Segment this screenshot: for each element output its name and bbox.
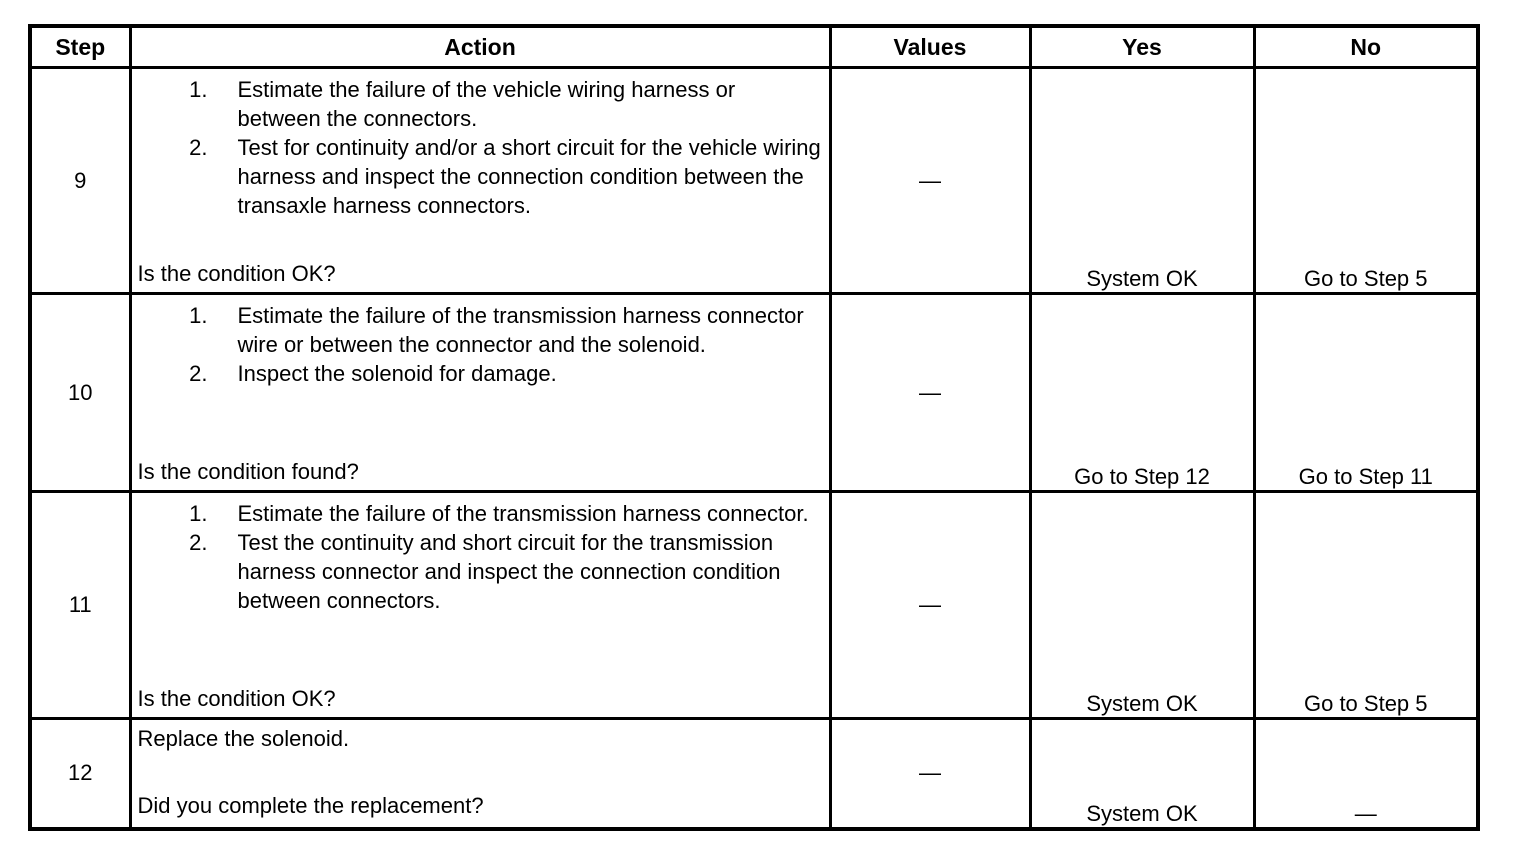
action-cell [130, 294, 830, 492]
header-values: Values [830, 26, 1030, 68]
action-steps-list [132, 499, 829, 615]
values-cell [830, 492, 1030, 719]
action-step-number: 1. [189, 77, 208, 102]
yes-result: System OK [1030, 719, 1254, 829]
values-cell [830, 294, 1030, 492]
values-dash: — [919, 379, 941, 405]
header-no: No [1254, 26, 1478, 68]
action-step [132, 301, 829, 359]
header-yes: Yes [1030, 26, 1254, 68]
action-step-text: Estimate the failure of the transmission harness connector. [237, 501, 809, 526]
step-number: 9 [30, 68, 130, 294]
yes-result: System OK [1030, 492, 1254, 719]
header-row [30, 26, 1478, 68]
action-cell [130, 492, 830, 719]
header-action: Action [130, 26, 830, 68]
yes-result: System OK [1030, 68, 1254, 294]
action-question: Is the condition OK? [137, 261, 336, 286]
action-step-text: Estimate the failure of the vehicle wiring harness or between the connectors. [237, 77, 736, 131]
diagnostic-table [28, 24, 1480, 831]
action-step [132, 528, 829, 615]
action-step-text: Estimate the failure of the transmission harness connector wire or between the connector and the solenoid. [237, 303, 804, 357]
yes-result: Go to Step 12 [1030, 294, 1254, 492]
action-step [132, 133, 829, 220]
action-step [132, 499, 829, 528]
table-row [30, 68, 1478, 294]
action-instruction: Replace the solenoid. [137, 726, 350, 751]
step-number: 10 [30, 294, 130, 492]
action-step-text: Test for continuity and/or a short circuit for the vehicle wiring harness and inspect the connection condition between the transaxle harness connectors. [237, 135, 821, 218]
action-step-text: Inspect the solenoid for damage. [237, 361, 557, 386]
values-dash: — [919, 167, 941, 193]
action-steps-list [132, 75, 829, 220]
action-cell [130, 719, 830, 829]
action-steps-list [132, 301, 829, 388]
table-row [30, 492, 1478, 719]
step-number: 12 [30, 719, 130, 829]
values-dash: — [919, 760, 941, 786]
table-row [30, 294, 1478, 492]
values-cell [830, 719, 1030, 829]
action-question: Is the condition OK? [137, 686, 336, 711]
action-question: Did you complete the replacement? [137, 793, 484, 818]
action-question: Is the condition found? [137, 459, 359, 484]
values-dash: — [919, 592, 941, 617]
no-result: Go to Step 5 [1254, 492, 1478, 719]
action-step-number: 1. [189, 501, 208, 526]
action-step [132, 359, 829, 388]
action-step-text: Test the continuity and short circuit for the transmission harness connector and inspect the connection condition between connectors. [237, 530, 781, 613]
action-step-number: 1. [189, 303, 208, 328]
action-step-number: 2. [189, 135, 208, 160]
values-cell [830, 68, 1030, 294]
no-result: — [1254, 719, 1478, 829]
action-cell [130, 68, 830, 294]
action-step [132, 75, 829, 133]
no-result: Go to Step 5 [1254, 68, 1478, 294]
action-step-number: 2. [189, 361, 208, 386]
step-number: 11 [30, 492, 130, 719]
table-row [30, 719, 1478, 829]
no-result: Go to Step 11 [1254, 294, 1478, 492]
action-step-number: 2. [189, 530, 208, 555]
header-step: Step [30, 26, 130, 68]
